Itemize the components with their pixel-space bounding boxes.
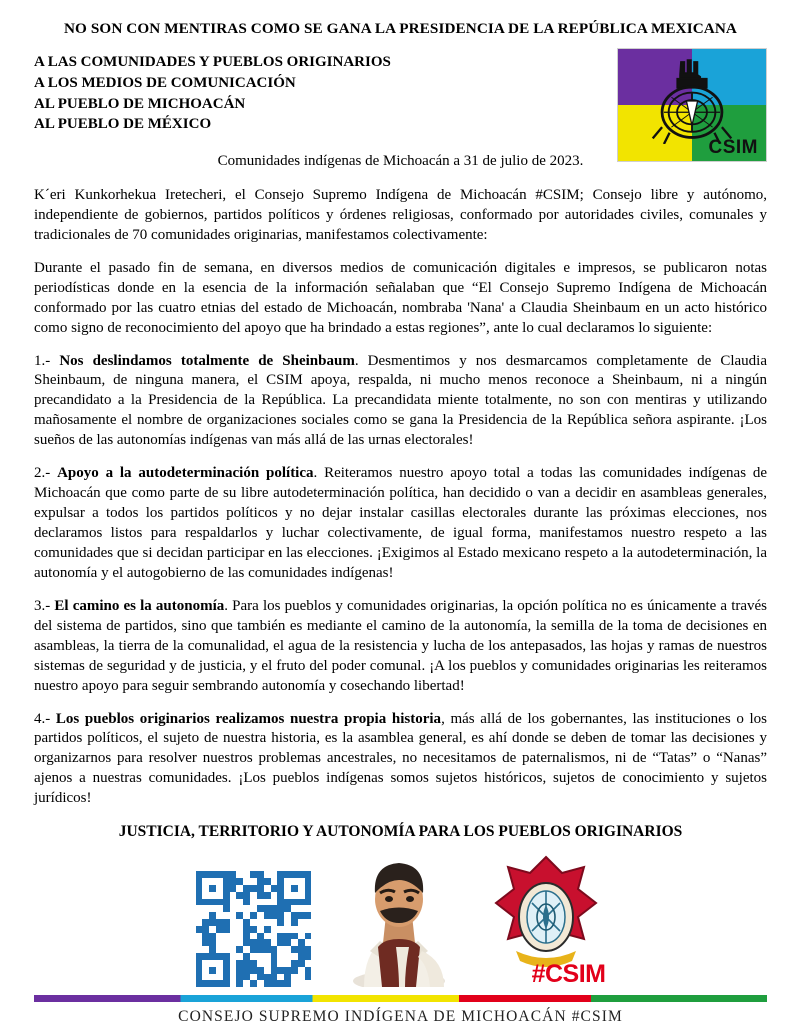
slogan: JUSTICIA, TERRITORIO Y AUTONOMÍA PARA LOS PUEBLOS ORIGINARIOS: [118, 823, 683, 841]
addressee-line-4: AL PUEBLO DE MÉXICO: [34, 116, 212, 133]
point-4-number: 4.-: [34, 710, 56, 727]
declaration-point-2: [34, 464, 767, 584]
footer-organization-name: CONSEJO SUPREMO INDÍGENA DE MICHOACÁN #CSIM: [178, 1008, 623, 1026]
point-4-heading: Los pueblos originarios realizamos nuestra propia historia: [55, 710, 442, 727]
addressee-line-3: AL PUEBLO DE MICHOACÁN: [34, 95, 246, 112]
fist-emblem-icon: [645, 58, 739, 144]
csim-logo: [617, 48, 767, 162]
footer-csim-badge: #CSIM: [531, 960, 606, 989]
qr-code: [196, 871, 312, 987]
point-3-heading: El camino es la autonomía: [54, 597, 225, 614]
footer-artwork: [34, 847, 767, 987]
page-title: NO SON CON MENTIRAS COMO SE GANA LA PRESIDENCIA DE LA REPÚBLICA MEXICANA: [63, 20, 737, 37]
addressee-line-1: A LAS COMUNIDADES Y PUEBLOS ORIGINARIOS: [34, 54, 391, 71]
addressee-line-2: A LOS MEDIOS DE COMUNICACIÓN: [34, 74, 296, 91]
point-3-number: 3.-: [34, 597, 55, 614]
declaration-point-3: [34, 597, 767, 697]
dateline: Comunidades indígenas de Michoacán a 31 de julio de 2023.: [217, 152, 584, 169]
point-3-text: . Para los pueblos y comunidades originarias, la opción política no es únicamente a través del sistema de partidos, sino que también es mediante el camino de la autonomía, la semilla de la toma de decisiones en asambleas, la tierra de la comunalidad, el agua de la resistencia y lucha de los antepasados, las hojas y ramas de nuestros sistemas de seguridad y de justicia, y el fruto del poder comunal. ¡A los pueblos y comunidades originarias les reiteramos nuestro apoyo para seguir sembrando autonomía y cosechando libertad!: [34, 597, 768, 694]
addressee-block: [34, 52, 464, 135]
declaration-point-4: [34, 710, 767, 810]
point-2-number: 2.-: [34, 465, 58, 482]
point-1-heading: Nos deslindamos totalmente de Sheinbaum: [59, 352, 355, 369]
point-1-number: 1.-: [34, 352, 60, 369]
intro-paragraph-1: K´eri Kunkorhekua Iretecheri, el Consejo Supremo Indígena de Michoacán #CSIM; Consejo libre y autónomo, independiente de gobiernos, partidos políticos y órdenes religiosas, conformado por autoridades civiles, comunales y tradicionales de 70 comunidades originarias, manifestamos colectivamente:: [34, 186, 767, 243]
zapata-portrait-icon: [334, 855, 464, 987]
point-4-text: , más allá de los gobernantes, las instituciones o los partidos políticos, el sujeto de nuestra historia, es la asamblea general, es ahí donde se deben de tomar las decisiones y organizarnos para resolver nuestros problemas ancestrales, no necesitamos de paternalismos, ni de “Tatas” o “Nanas” ajenos a nuestras comunidades. ¡Los pueblos indígenas somos sujetos históricos, sujetos de conocimiento y sujetos jurídicos!: [34, 710, 768, 807]
rainbow-divider: [34, 995, 767, 1002]
point-2-heading: Apoyo a la autodeterminación política: [57, 465, 314, 482]
seal-artwork: [486, 855, 606, 987]
declaration-point-1: [34, 352, 767, 452]
intro-paragraph-2: Durante el pasado fin de semana, en diversos medios de comunicación digitales e impresos, se publicaron notas periodísticas donde en la esencia de la información señalaban que “El Consejo Supremo Indígena de Michoacán conformado por las cuatro etnias del estado de Michoacán, nombraba 'Nana' a Claudia Sheinbaum en un acto histórico como signo de reconocimiento del apoyo que ha brindado a estas regiones”, ante lo cual declaramos lo siguiente:: [34, 259, 767, 336]
point-1-text: . Desmentimos y nos desmarcamos completamente de Claudia Sheinbaum, de ninguna manera, el CSIM apoya, respalda, ni mucho menos reconoce a Sheinbaum, ni a ningún precandidato a la Presidencia de la República. La precandidata miente totalmente, no son con mentiras y utilizando mañosamente el nombre de organizaciones sociales como se gana la Presidencia de la República señora aspirante. ¡Los sueños de las autonomías indígenas van más allá de las urnas electorales!: [34, 352, 768, 449]
point-2-text: . Reiteramos nuestro apoyo total a todas las comunidades indígenas de Michoacán que como parte de su libre autodeterminación política, han decidido o van a decidir en asambleas generales, expulsar a todos los partidos políticos y no dejar instalar casillas electorales durante las próximas elecciones, nos declaramos listos para respaldarlos y luchar colectivamente, de igual forma, manifestamos nuestro respeto a las comunidades que si decidan participar en las elecciones. ¡Exigimos al Estado mexicano respeto a la autodeterminación, la autonomía y el autogobierno de las comunidades indígenas!: [34, 465, 768, 581]
logo-label: CSIM: [708, 137, 758, 158]
